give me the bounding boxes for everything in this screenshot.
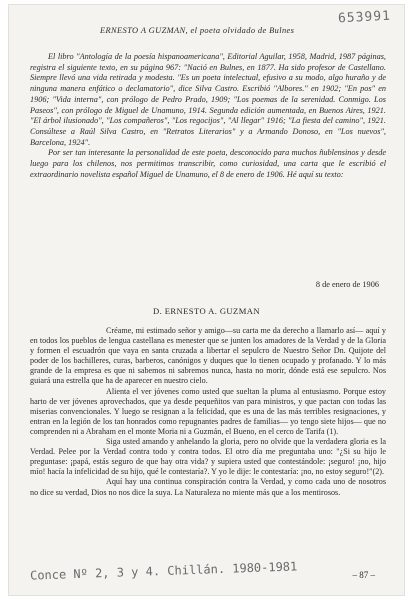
- letter-addressee: D. ERNESTO A. GUZMAN: [153, 306, 260, 316]
- letter-paragraph: Créame, mi estimado señor y amigo—su carta me da derecho a llamarlo así— aquí y en todos los pueblos de lengua castellana es menester que se junten los amadores de la Verdad y de la Gloria y formen el escuadrón que vaya en santa cruzada a libertar el sepulcro de Nuestro Señor Dn. Quijote del poder de los bachilleres, curas, barberos, canónigos y duques que lo tienen ocupado y profanado. Y lo más grande de la empresa es que ni sabemos ni sabremos nunca, hasta no morir, dónde está ese sepulcro. Nos guiará una estrella que ha de aparecer en nuestro cielo.: [30, 326, 386, 386]
- letter-paragraph: Siga usted amando y anhelando la gloria, pero no olvide que la verdadera gloria es la Verdad. Pelee por la Verdad contra todo y contra todos. El otro día me preguntaba uno: "¿Si su hijo le preguntase: ¡papá, estás seguro de que hay otra vida? y supiera usted que contestándole: ¡seguro! ¡no, hijo mío! hacía la infelicidad de su hijo, qué le contestaría?. Y yo le dije: le contestaría: ¡no, no estoy seguro!"(2).: [30, 437, 386, 477]
- handwritten-archive-code: 653991: [337, 8, 392, 27]
- article-title: ERNESTO A GUZMAN, el poeta olvidado de Bulnes: [100, 26, 295, 35]
- page-number: – 87 –: [352, 570, 375, 580]
- intro-paragraph: El libro "Antología de la poesía hispanoamericana", Editorial Aguilar, 1958, Madrid, 1987 páginas, registra el siguiente texto, en su página 967: "Nació en Bulnes, en 1877. Ha sido profesor de Castellano. Siempre llevó una vida retirada y modesta. "Es un poeta intelectual, efusivo a su modo, algo huraño y de ninguna manera enfático o declamatorio", dice Silva Castro. Escribió "Albores." en 1902; "En pos" en 1906; "Vida interna", con prólogo de Pedro Prado, 1909; "Los poemas de la serenidad. Conmigo. Los Paseos", con prólogo de Miguel de Unamuno, 1914. Segunda edición aumentada, en Buenos Aires, 1921. "El árbol ilusionado", "Los compañeros", "Los regocijos", "Al llegar" 1916; "La fiesta del camino", 1921. Consúltese a Raúl Silva Castro, en "Retratos Literarios" y a Armando Donoso, en "Los nuevos", Barcelona, 1924".: [30, 52, 386, 147]
- letter-paragraph: Aquí hay una continua conspiración contra la Verdad, y como cada uno de nosotros no dice su verdad, Dios no nos dice la suya. La Naturaleza no miente más que a los mentirosos.: [30, 477, 386, 497]
- letter-body: [30, 326, 386, 498]
- intro-text: [30, 52, 386, 180]
- document-page: [8, 4, 405, 596]
- handwritten-source-note: Conce Nº 2, 3 y 4. Chillán. 1980-1981: [29, 559, 298, 583]
- letter-paragraph: Alienta el ver jóvenes como usted que sueltan la pluma al entusiasmo. Porque estoy harto de ver jóvenes aprovechados, que ya desde pequeñitos van para ministros, y que pactan con todas las miserias convencionales. Y luego se resignan a la felicidad, que es una de las más terribles resignaciones, y entran en la legión de los tan honrados como repugnantes padres de familias— yo tengo siete hijos— que no comprenden ni a Abraham en el monte Moria ni a Guzmán, el Bueno, en el cerco de Tarifa (1).: [30, 386, 386, 436]
- intro-paragraph: Por ser tan interesante la personalidad de este poeta, desconocido para muchos ñublensinos y desde luego para los chilenos, nos permitimos transcribir, como curiosidad, una carta que le escribió el extraordinario novelista español Miguel de Unamuno, el 8 de enero de 1906. Hé aquí su texto:: [30, 148, 386, 179]
- letter-date: 8 de enero de 1906: [315, 280, 379, 289]
